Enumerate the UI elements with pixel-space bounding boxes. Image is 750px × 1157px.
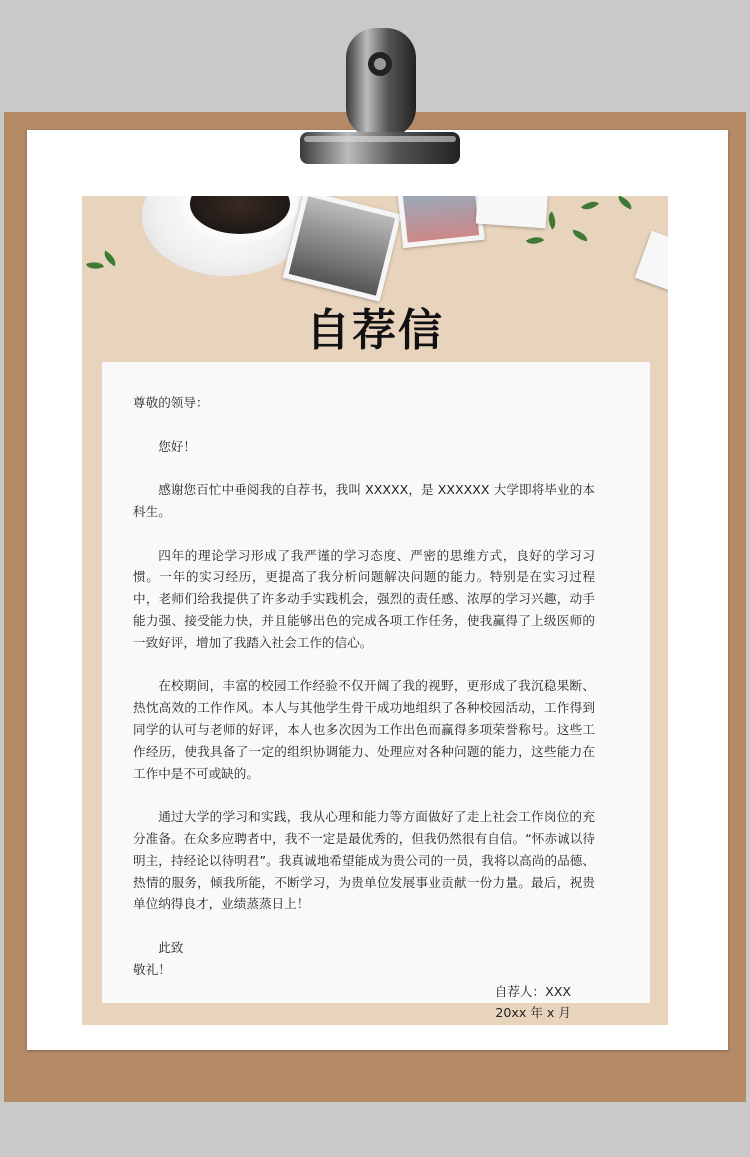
paragraph: 四年的理论学习形成了我严谨的学习态度、严密的思维方式，良好的学习习惯。一年的实习经历，更提高了我分析问题解决问题的能力。特别是在实习过程中，老师们给我提供了许多动手实践机会，强烈的责任感、浓厚的学习兴趣，动手能力强、接受能力快，并且能够出色的完成各项工作任务，使我赢得了上级医师的一致好评，增加了我踏入社会工作的信心。 <box>133 547 595 650</box>
binder-clip-icon <box>296 24 464 170</box>
date: 20xx 年 x 月 <box>495 1005 571 1021</box>
paragraph: 在校期间，丰富的校园工作经验不仅开阔了我的视野，更形成了我沉稳果断、热忱高效的工作作风。本人与其他学生骨干成功地组织了各种校园活动，工作得到同学的认可与老师的好评，本人也多次因为工作出色而赢得多项荣誉称号。这些工作经历，使我具备了一定的组织协调能力、处理应对各种问题的能力，这些能力在工作中是不可或缺的。 <box>133 678 595 781</box>
leaf-icon <box>526 233 544 249</box>
closing-line: 此致 <box>158 939 184 955</box>
letter-panel <box>102 362 650 1021</box>
leaf-icon <box>101 251 119 267</box>
paragraph: 通过大学的学习和实践，我从心理和能力等方面做好了走上社会工作岗位的充分准备。在众多应聘者中，我不一定是最优秀的，但我仍然很有自信。“怀赤诚以待明主，持经论以待明君”。我真诚地希望能成为贵公司的一员，我将以高尚的品德、热情的服务，倾我所能，不断学习，为贵单位发展事业贡献一份力量。最后，祝贵单位纳得良才，业绩蒸蒸日上！ <box>133 809 595 912</box>
photo-decoration <box>283 196 402 302</box>
photo-decoration <box>635 231 668 292</box>
salutation: 尊敬的领导： <box>133 395 209 410</box>
photo-decoration <box>397 196 485 248</box>
page-title: 自荐信 <box>306 305 444 356</box>
greeting: 您好！ <box>158 438 196 454</box>
leaf-icon <box>616 196 634 209</box>
leaf-icon <box>581 197 599 214</box>
letter-body <box>133 392 595 1024</box>
closing-regards: 敬礼！ <box>133 961 171 977</box>
photo-decoration <box>476 196 549 228</box>
signature: 自荐人：XXX <box>494 983 571 999</box>
leaf-icon <box>86 259 104 273</box>
leaf-icon <box>571 230 588 242</box>
paragraph: 感谢您百忙中垂阅我的自荐书，我叫 XXXXX，是 XXXXXX 大学即将毕业的本科生。 <box>133 482 595 519</box>
